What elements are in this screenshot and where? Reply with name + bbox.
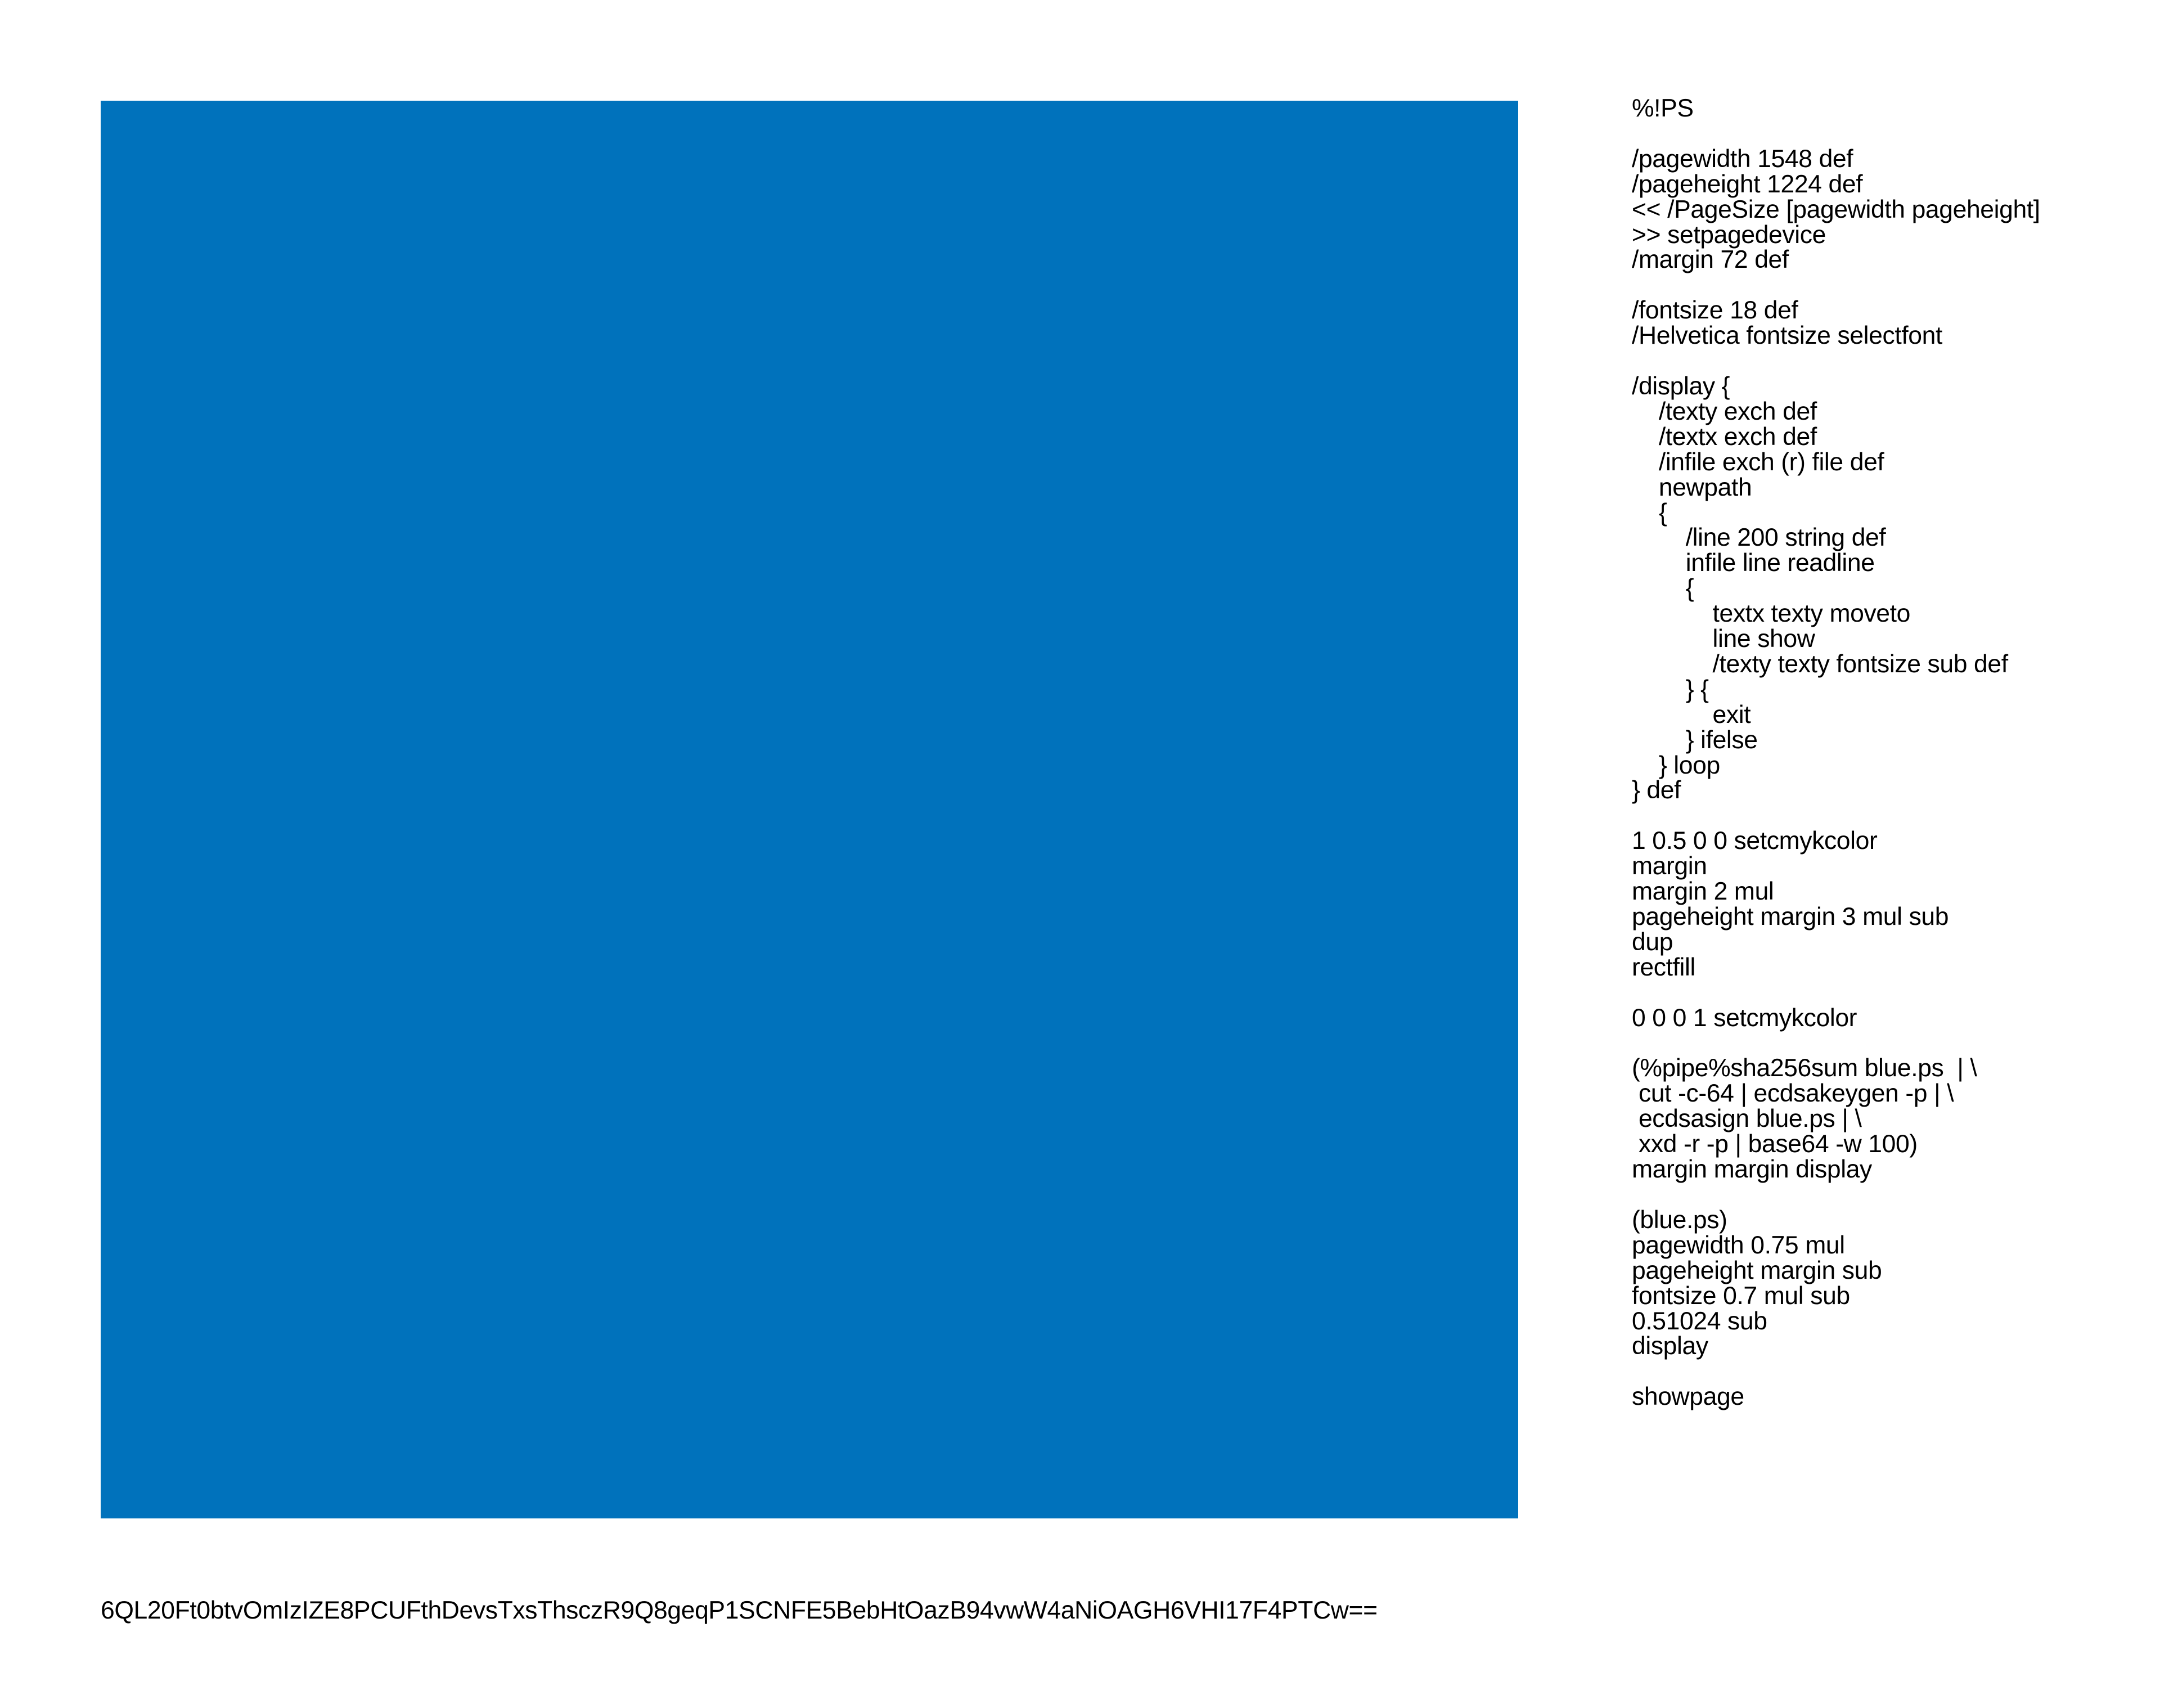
source-line: /pageheight 1224 def xyxy=(1632,170,1863,198)
source-line: fontsize 0.7 mul sub xyxy=(1632,1282,1850,1310)
source-line: /fontsize 18 def xyxy=(1632,296,1798,325)
source-line: { xyxy=(1632,498,1667,527)
postscript-source-listing xyxy=(1632,96,2138,1410)
source-line: pagewidth 0.75 mul xyxy=(1632,1231,1845,1259)
source-line: dup xyxy=(1632,928,1673,956)
source-line: textx texty moveto xyxy=(1632,600,1910,628)
source-line: } { xyxy=(1632,675,1709,703)
source-line: } ifelse xyxy=(1632,726,1758,754)
source-line: pageheight margin 3 mul sub xyxy=(1632,903,1949,931)
source-line: margin xyxy=(1632,852,1707,880)
source-line: 0 0 0 1 setcmykcolor xyxy=(1632,1004,1857,1032)
source-line: ecdsasign blue.ps | \ xyxy=(1632,1105,1862,1133)
source-line: rectfill xyxy=(1632,953,1696,981)
source-line: exit xyxy=(1632,700,1751,729)
source-line: 0.51024 sub xyxy=(1632,1307,1767,1335)
source-line: /texty exch def xyxy=(1632,397,1817,425)
source-line: /margin 72 def xyxy=(1632,246,1789,274)
source-line: %!PS xyxy=(1632,95,1694,122)
source-line: } def xyxy=(1632,776,1681,804)
source-line: 1 0.5 0 0 setcmykcolor xyxy=(1632,827,1878,855)
source-line: { xyxy=(1632,574,1694,603)
source-line: /texty texty fontsize sub def xyxy=(1632,650,2008,678)
source-line: /display { xyxy=(1632,372,1730,400)
source-line: /pagewidth 1548 def xyxy=(1632,145,1853,173)
source-line: newpath xyxy=(1632,473,1752,501)
source-line: /Helvetica fontsize selectfont xyxy=(1632,322,1942,350)
source-line: << /PageSize [pagewidth pageheight] xyxy=(1632,195,2040,223)
source-line: (blue.ps) xyxy=(1632,1206,1727,1234)
source-line: infile line readline xyxy=(1632,549,1875,577)
source-line: pageheight margin sub xyxy=(1632,1256,1882,1284)
source-line: line show xyxy=(1632,625,1815,653)
blue-filled-rectangle xyxy=(101,101,1518,1518)
source-line: showpage xyxy=(1632,1383,1744,1411)
source-line: margin margin display xyxy=(1632,1156,1872,1184)
source-line: /textx exch def xyxy=(1632,422,1817,451)
source-line: /infile exch (r) file def xyxy=(1632,448,1884,476)
source-line: cut -c-64 | ecdsakeygen -p | \ xyxy=(1632,1080,1954,1108)
base64-signature-text: 6QL20Ft0btvOmIzIZE8PCUFthDevsTxsThsczR9Q8geqP1SCNFE5BebHtOazB94vwW4aNiOAGH6VHI17F4PTCw== xyxy=(101,1597,1378,1624)
source-line: margin 2 mul xyxy=(1632,878,1774,906)
source-line: } loop xyxy=(1632,751,1720,779)
source-line: xxd -r -p | base64 -w 100) xyxy=(1632,1130,1918,1158)
source-line: /line 200 string def xyxy=(1632,524,1886,552)
source-line: display xyxy=(1632,1332,1708,1360)
source-line: (%pipe%sha256sum blue.ps | \ xyxy=(1632,1054,1977,1082)
source-line: >> setpagedevice xyxy=(1632,221,1826,249)
